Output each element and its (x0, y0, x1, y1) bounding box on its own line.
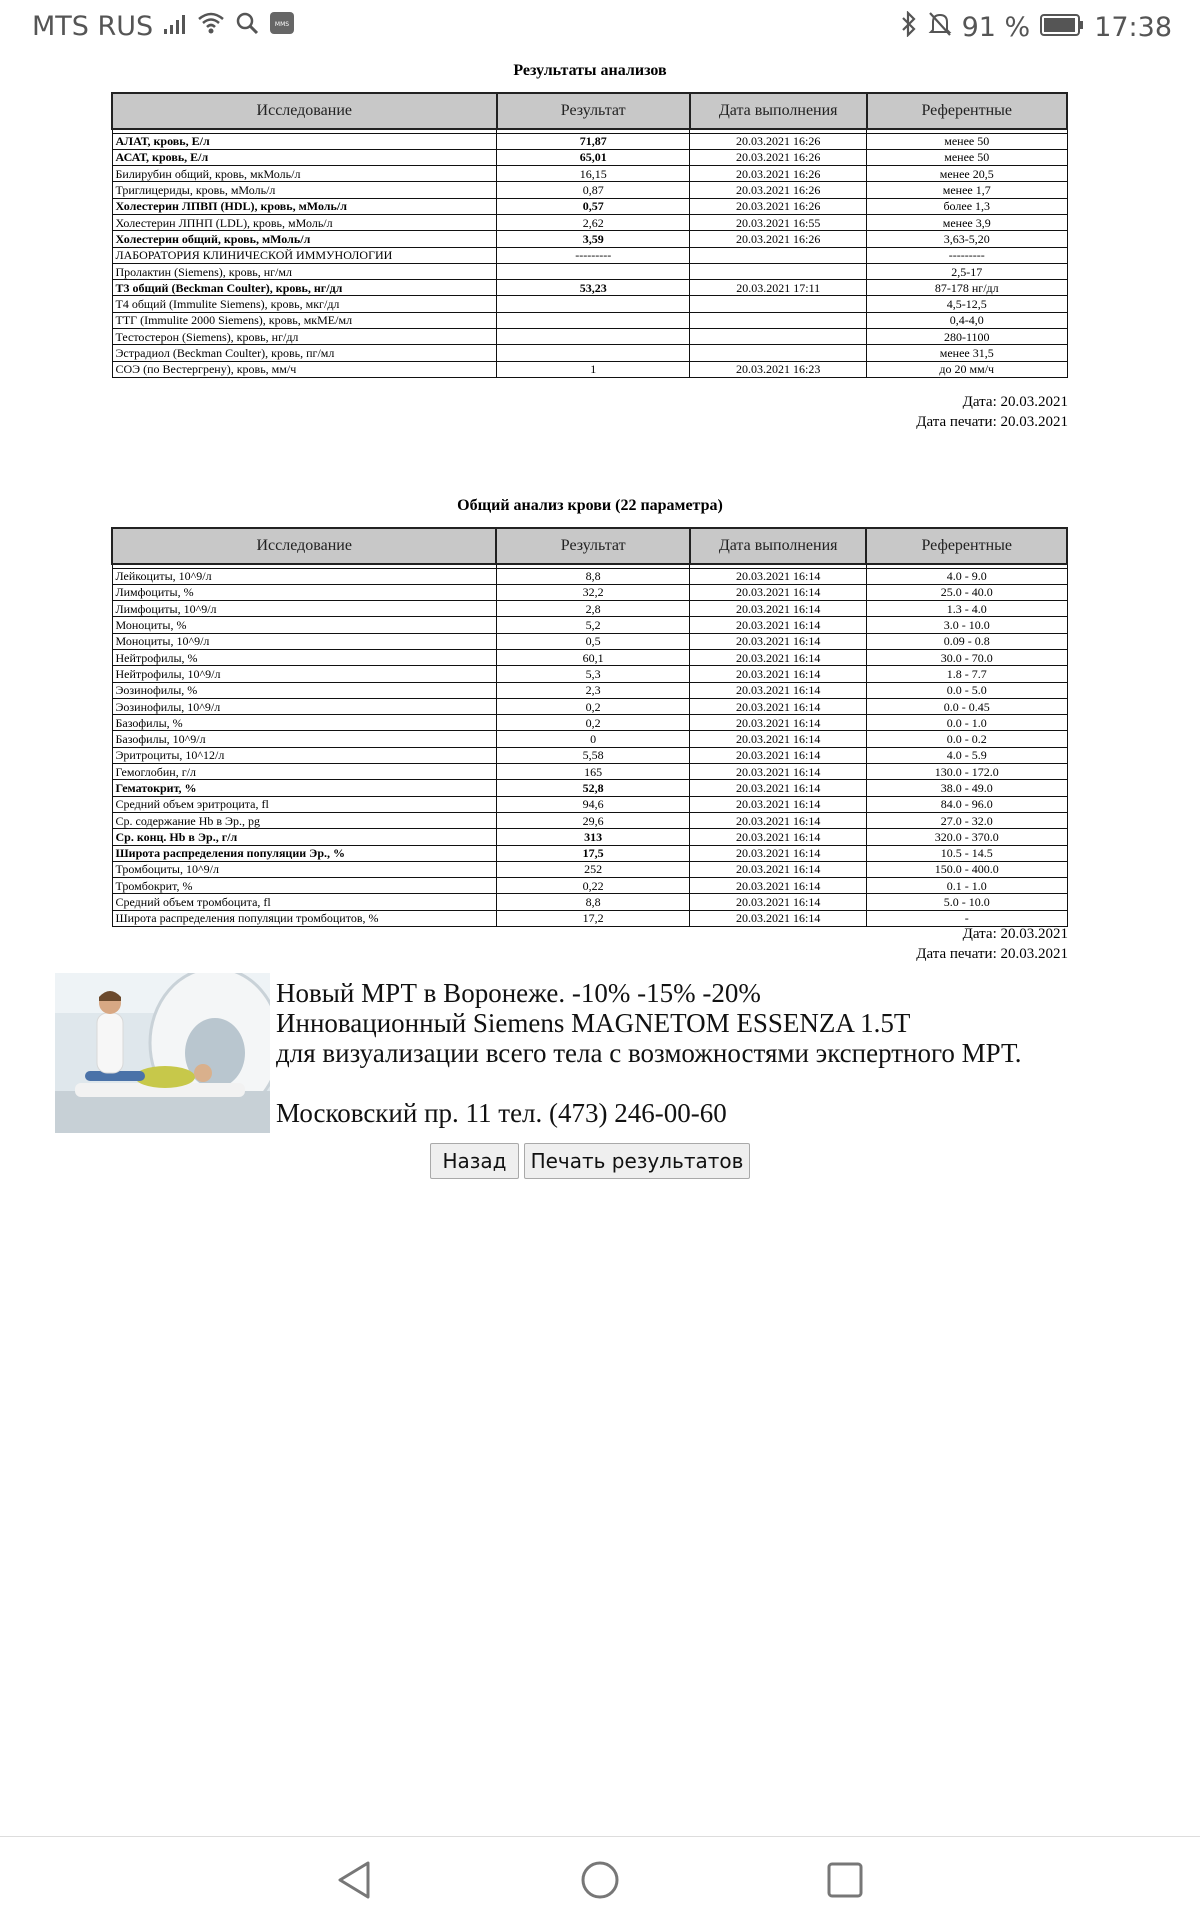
cell-date: 20.03.2021 17:11 (690, 280, 867, 296)
cell-date: 20.03.2021 16:26 (690, 198, 867, 214)
cell-study: Лейкоциты, 10^9/л (112, 568, 496, 584)
cell-date: 20.03.2021 16:14 (690, 601, 867, 617)
ad-line-4: Московский пр. 11 тел. (473) 246-00-60 (276, 1098, 727, 1128)
cell-date: 20.03.2021 16:14 (690, 633, 867, 649)
table-row (112, 764, 1067, 780)
table-row (112, 231, 1067, 247)
table2-print-date: Дата печати: 20.03.2021 (916, 946, 1068, 962)
cell-study: Холестерин ЛПВП (HDL), кровь, мМоль/л (112, 198, 497, 214)
cell-reference: - (866, 910, 1067, 926)
table-row (112, 247, 1067, 263)
cell-date: 20.03.2021 16:14 (690, 910, 867, 926)
cell-reference: 4.0 - 5.9 (866, 747, 1067, 763)
mri-ad-text[interactable] (276, 978, 1022, 1128)
cell-reference: до 20 мм/ч (867, 361, 1068, 377)
table-row (112, 263, 1067, 279)
cell-result: 16,15 (497, 166, 690, 182)
cell-date: 20.03.2021 16:14 (690, 682, 867, 698)
blood-count-table (111, 527, 1068, 927)
cell-date (690, 247, 867, 263)
table-row (112, 747, 1067, 763)
cell-date: 20.03.2021 16:14 (690, 666, 867, 682)
cell-reference: 27.0 - 32.0 (866, 812, 1067, 828)
cell-date: 20.03.2021 16:14 (690, 894, 867, 910)
cell-date (690, 312, 867, 328)
cell-reference: 130.0 - 172.0 (866, 764, 1067, 780)
cell-study: Эозинофилы, % (112, 682, 496, 698)
cell-study: Базофилы, % (112, 715, 496, 731)
table-row (112, 666, 1067, 682)
table-row (112, 166, 1067, 182)
wifi-icon (197, 11, 225, 42)
cell-result: --------- (497, 247, 690, 263)
cell-reference: 3,63-5,20 (867, 231, 1068, 247)
battery-icon (1040, 12, 1084, 43)
table-row (112, 698, 1067, 714)
cell-result: 252 (496, 861, 689, 877)
cell-date: 20.03.2021 16:14 (690, 698, 867, 714)
ad-line-2: Инновационный Siemens MAGNETOM ESSENZA 1.5T (276, 1008, 911, 1038)
cell-study: Широта распределения популяции Эр., % (112, 845, 496, 861)
cell-study: Пролактин (Siemens), кровь, нг/мл (112, 263, 497, 279)
table-row (112, 796, 1067, 812)
cell-reference: 150.0 - 400.0 (866, 861, 1067, 877)
cell-reference: 0.1 - 1.0 (866, 878, 1067, 894)
cell-study: Гематокрит, % (112, 780, 496, 796)
table-row (112, 715, 1067, 731)
cell-reference: 0,4-4,0 (867, 312, 1068, 328)
cell-result: 65,01 (497, 149, 690, 165)
table2-title: Общий анализ крови (22 параметра) (457, 497, 723, 514)
battery-percent: 91 % (961, 12, 1031, 43)
table1-date: Дата: 20.03.2021 (962, 394, 1068, 410)
results-table (111, 92, 1068, 378)
cell-study: Т4 общий (Immulite Siemens), кровь, мкг/дл (112, 296, 497, 312)
table-row (112, 214, 1067, 230)
cell-reference: 25.0 - 40.0 (866, 584, 1067, 600)
cell-reference: 0.0 - 1.0 (866, 715, 1067, 731)
cell-study: Ср. содержание Hb в Эр., pg (112, 812, 496, 828)
table-row (112, 878, 1067, 894)
table-row (112, 312, 1067, 328)
cell-date: 20.03.2021 16:14 (690, 731, 867, 747)
table-row (112, 584, 1067, 600)
cell-result: 8,8 (496, 568, 689, 584)
mms-icon-text: MMS (275, 21, 290, 28)
cell-study: Билирубин общий, кровь, мкМоль/л (112, 166, 497, 182)
cell-reference: 0.0 - 0.45 (866, 698, 1067, 714)
cell-reference: 5.0 - 10.0 (866, 894, 1067, 910)
cell-reference: 4,5-12,5 (867, 296, 1068, 312)
cell-date (690, 296, 867, 312)
mute-bell-icon (928, 11, 952, 44)
back-nav-icon[interactable] (334, 1859, 374, 1906)
cell-result: 0 (496, 731, 689, 747)
cell-study: Нейтрофилы, 10^9/л (112, 666, 496, 682)
cell-result: 8,8 (496, 894, 689, 910)
cell-date: 20.03.2021 16:14 (690, 878, 867, 894)
cell-date: 20.03.2021 16:14 (690, 764, 867, 780)
table-row (112, 731, 1067, 747)
cell-reference: 3.0 - 10.0 (866, 617, 1067, 633)
cell-reference: 0.09 - 0.8 (866, 633, 1067, 649)
table-row (112, 861, 1067, 877)
home-nav-icon[interactable] (579, 1859, 621, 1906)
table-row (112, 829, 1067, 845)
cell-result: 52,8 (496, 780, 689, 796)
cell-reference: 4.0 - 9.0 (866, 568, 1067, 584)
mri-ad-image[interactable] (55, 973, 270, 1133)
cell-study: Лимфоциты, % (112, 584, 496, 600)
ad-line-1: Новый МРТ в Воронеже. -10% -15% -20% (276, 978, 761, 1008)
cell-result: 17,2 (496, 910, 689, 926)
cell-result (497, 296, 690, 312)
cell-study: ТТГ (Immulite 2000 Siemens), кровь, мкМЕ/мл (112, 312, 497, 328)
cell-reference: 84.0 - 96.0 (866, 796, 1067, 812)
cell-reference: 320.0 - 370.0 (866, 829, 1067, 845)
cell-result: 2,3 (496, 682, 689, 698)
cell-date: 20.03.2021 16:14 (690, 796, 867, 812)
cell-date: 20.03.2021 16:14 (690, 780, 867, 796)
header-date: Дата выполнения (690, 528, 867, 564)
cell-date (690, 329, 867, 345)
cell-result: 0,57 (497, 198, 690, 214)
status-bar (0, 0, 1200, 56)
table-row (112, 568, 1067, 584)
cell-study: Тестостерон (Siemens), кровь, нг/дл (112, 329, 497, 345)
table-row (112, 633, 1067, 649)
table-row (112, 780, 1067, 796)
table-row (112, 812, 1067, 828)
cell-result: 0,2 (496, 715, 689, 731)
cell-date: 20.03.2021 16:26 (690, 182, 867, 198)
cell-date: 20.03.2021 16:14 (690, 649, 867, 665)
bluetooth-icon (900, 11, 918, 44)
cell-reference: 2,5-17 (867, 263, 1068, 279)
cell-study: Т3 общий (Beckman Coulter), кровь, нг/дл (112, 280, 497, 296)
header-study: Исследование (112, 93, 497, 129)
cell-study: Холестерин ЛПНП (LDL), кровь, мМоль/л (112, 214, 497, 230)
cell-result (497, 263, 690, 279)
header-reference: Референтные (867, 93, 1068, 129)
cell-result: 71,87 (497, 133, 690, 149)
cell-date: 20.03.2021 16:26 (690, 133, 867, 149)
table-row (112, 361, 1067, 377)
cell-result: 0,5 (496, 633, 689, 649)
cell-reference: менее 1,7 (867, 182, 1068, 198)
cell-study: Лимфоциты, 10^9/л (112, 601, 496, 617)
cell-study: Моноциты, % (112, 617, 496, 633)
table-row (112, 296, 1067, 312)
table-row (112, 280, 1067, 296)
table2-date: Дата: 20.03.2021 (962, 926, 1068, 942)
table-row (112, 345, 1067, 361)
cell-study: Широта распределения популяции тромбоцитов, % (112, 910, 496, 926)
cell-result: 0,2 (496, 698, 689, 714)
cell-reference: 280-1100 (867, 329, 1068, 345)
cell-reference: --------- (867, 247, 1068, 263)
header-reference: Референтные (866, 528, 1067, 564)
cell-study: Средний объем тромбоцита, fl (112, 894, 496, 910)
cell-result: 1 (497, 361, 690, 377)
cell-result: 2,8 (496, 601, 689, 617)
cell-result: 94,6 (496, 796, 689, 812)
cell-date (690, 345, 867, 361)
cell-date: 20.03.2021 16:14 (690, 861, 867, 877)
cell-study: Холестерин общий, кровь, мМоль/л (112, 231, 497, 247)
cell-reference: менее 3,9 (867, 214, 1068, 230)
cell-study: Нейтрофилы, % (112, 649, 496, 665)
cell-result: 29,6 (496, 812, 689, 828)
cell-result: 17,5 (496, 845, 689, 861)
cell-study: Тромбоциты, 10^9/л (112, 861, 496, 877)
cell-study: Средний объем эритроцита, fl (112, 796, 496, 812)
cell-result: 2,62 (497, 214, 690, 230)
cell-result: 53,23 (497, 280, 690, 296)
cell-reference: 0.0 - 0.2 (866, 731, 1067, 747)
cell-result: 3,59 (497, 231, 690, 247)
table-row (112, 649, 1067, 665)
cell-study: СОЭ (по Вестергрену), кровь, мм/ч (112, 361, 497, 377)
table-row (112, 182, 1067, 198)
recents-nav-icon[interactable] (826, 1861, 864, 1904)
cell-study: АСАТ, кровь, Е/л (112, 149, 497, 165)
cell-result: 5,58 (496, 747, 689, 763)
carrier-label: MTS RUS (32, 11, 154, 42)
cell-study: Гемоглобин, г/л (112, 764, 496, 780)
cell-study: Эритроциты, 10^12/л (112, 747, 496, 763)
cell-date: 20.03.2021 16:14 (690, 617, 867, 633)
table-row (112, 617, 1067, 633)
cell-study: Базофилы, 10^9/л (112, 731, 496, 747)
cell-result: 0,87 (497, 182, 690, 198)
cell-reference: 87-178 нг/дл (867, 280, 1068, 296)
header-result: Результат (497, 93, 690, 129)
cell-date: 20.03.2021 16:26 (690, 231, 867, 247)
cell-study: Тромбокрит, % (112, 878, 496, 894)
cell-reference: 30.0 - 70.0 (866, 649, 1067, 665)
cell-result (497, 329, 690, 345)
print-results-button[interactable]: Печать результатов (524, 1143, 750, 1179)
header-result: Результат (496, 528, 689, 564)
cell-study: АЛАТ, кровь, Е/л (112, 133, 497, 149)
table-row (112, 894, 1067, 910)
cell-date: 20.03.2021 16:14 (690, 747, 867, 763)
table-row (112, 910, 1067, 926)
mms-icon (269, 11, 295, 42)
cell-reference: менее 50 (867, 149, 1068, 165)
table-row (112, 601, 1067, 617)
cell-result (497, 345, 690, 361)
cell-date: 20.03.2021 16:14 (690, 845, 867, 861)
cell-study: Эозинофилы, 10^9/л (112, 698, 496, 714)
ad-line-3: для визуализации всего тела с возможностями экспертного МРТ. (276, 1038, 1022, 1068)
back-button[interactable]: Назад (430, 1143, 519, 1179)
cell-reference: 38.0 - 49.0 (866, 780, 1067, 796)
header-date: Дата выполнения (690, 93, 867, 129)
cell-date: 20.03.2021 16:14 (690, 584, 867, 600)
table-row (112, 133, 1067, 149)
cell-date: 20.03.2021 16:14 (690, 812, 867, 828)
cell-result: 0,22 (496, 878, 689, 894)
signal-icon (163, 11, 187, 42)
cell-result: 32,2 (496, 584, 689, 600)
cell-reference: 1.3 - 4.0 (866, 601, 1067, 617)
cell-reference: менее 50 (867, 133, 1068, 149)
cell-date: 20.03.2021 16:14 (690, 568, 867, 584)
cell-date: 20.03.2021 16:14 (690, 715, 867, 731)
search-icon (235, 11, 259, 42)
cell-date (690, 263, 867, 279)
cell-reference: 0.0 - 5.0 (866, 682, 1067, 698)
cell-result (497, 312, 690, 328)
cell-study: ЛАБОРАТОРИЯ КЛИНИЧЕСКОЙ ИММУНОЛОГИИ (112, 247, 497, 263)
cell-study: Триглицериды, кровь, мМоль/л (112, 182, 497, 198)
cell-date: 20.03.2021 16:55 (690, 214, 867, 230)
cell-date: 20.03.2021 16:26 (690, 166, 867, 182)
cell-reference: менее 20,5 (867, 166, 1068, 182)
cell-result: 313 (496, 829, 689, 845)
table-row (112, 329, 1067, 345)
cell-result: 60,1 (496, 649, 689, 665)
cell-result: 165 (496, 764, 689, 780)
cell-reference: 10.5 - 14.5 (866, 845, 1067, 861)
table-row (112, 845, 1067, 861)
cell-study: Моноциты, 10^9/л (112, 633, 496, 649)
cell-date: 20.03.2021 16:14 (690, 829, 867, 845)
table-row (112, 682, 1067, 698)
table1-title: Результаты анализов (513, 62, 667, 79)
header-study: Исследование (112, 528, 496, 564)
cell-date: 20.03.2021 16:23 (690, 361, 867, 377)
cell-reference: более 1,3 (867, 198, 1068, 214)
cell-result: 5,3 (496, 666, 689, 682)
cell-result: 5,2 (496, 617, 689, 633)
cell-reference: 1.8 - 7.7 (866, 666, 1067, 682)
cell-reference: менее 31,5 (867, 345, 1068, 361)
cell-date: 20.03.2021 16:26 (690, 149, 867, 165)
cell-study: Ср. конц. Hb в Эр., г/л (112, 829, 496, 845)
table1-print-date: Дата печати: 20.03.2021 (916, 414, 1068, 430)
table-row (112, 149, 1067, 165)
system-nav-bar (0, 1836, 1200, 1920)
cell-study: Эстрадиол (Beckman Coulter), кровь, пг/мл (112, 345, 497, 361)
table-row (112, 198, 1067, 214)
clock: 17:38 (1094, 12, 1172, 43)
